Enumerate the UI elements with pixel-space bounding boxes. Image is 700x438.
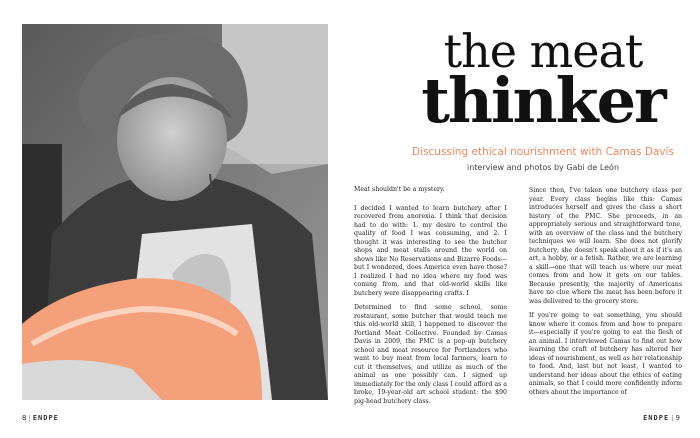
article-byline: interview and photos by Gabi de León: [466, 163, 620, 172]
article-title: [408, 24, 678, 138]
magazine-logo-right: ENDPE: [643, 414, 670, 422]
lead-paragraph: Meat shouldn't be a mystery.: [354, 186, 445, 193]
body-paragraph: Since then, I've taken one butchery class per year. Every class begins like this: Camas introduces herself and gives the class a short history of the PMC. She proceeds, in an appropriately serious and straightforward tone, with an overview of the class and the butchery techniques we will learn. She does not glorify butchery; she doesn't speak about it as if it's an art, a hobby, or a fetish. Rather, we are learning a skill—one that will teach us where our meat comes from and how it gets on our tables. Because presently, the majority of Americans have no clue where the meat has been before it was delivered to the grocery store.: [529, 187, 682, 305]
footer-left: [22, 414, 59, 422]
page-number-right: 9: [675, 414, 680, 422]
body-column-2: [529, 187, 682, 403]
title-line-2: thinker: [421, 64, 665, 138]
title-line-1: the meat: [443, 24, 643, 78]
body-paragraph: I decided I wanted to learn butchery after I recovered from anorexia. I think that decision had to do with: 1. my desire to control the quality of food I was consuming, and 2. I thought it was interesting to see the butcher shops and meat stalls around the world on shows like No Reservations and Bizarre Foods—but I wondered, does America even have those? I realized I had no idea where my food was coming from, and that old-world skills like butchery were disappearing crafts. I: [354, 204, 507, 297]
portrait-photo: [22, 24, 328, 400]
body-paragraph: If you're going to eat something, you should know where it comes from and how to prepare it—especially if you're going to eat the flesh of an animal. I interviewed Camas to find out how learning the craft of butchery has altered her ideas of nourishment, as well as her relationship to food. And, last but not least, I wanted to understand her ideas about the ethics of eating animals, so that I could more confidently inform others about the importance of: [529, 312, 682, 396]
photo-illustration: [22, 24, 328, 400]
footer-divider: |: [28, 414, 31, 422]
magazine-logo-left: ENDPE: [32, 414, 59, 422]
body-column-1: [354, 186, 507, 412]
footer-divider: |: [671, 414, 674, 422]
body-paragraph: Determined to find some school, some restaurant, some butcher that would teach me this old-world skill, I happened to discover the Portland Meat Collective. Founded by Camas Davis in 2009, the PMC is a pop-up butchery school and meat resource for Portlanders who want to buy meat from local farmers, learn to cut it themselves, and utilize as much of the animal as one possibly can. I signed up immediately for the only class I could afford as a broke, 19-year-old art school student: the $90 pig-head butchery class.: [354, 304, 507, 405]
article-subtitle: Discussing ethical nourishment with Camas Davis: [412, 146, 674, 158]
page-number-left: 8: [22, 414, 27, 422]
footer-right: [643, 414, 680, 422]
